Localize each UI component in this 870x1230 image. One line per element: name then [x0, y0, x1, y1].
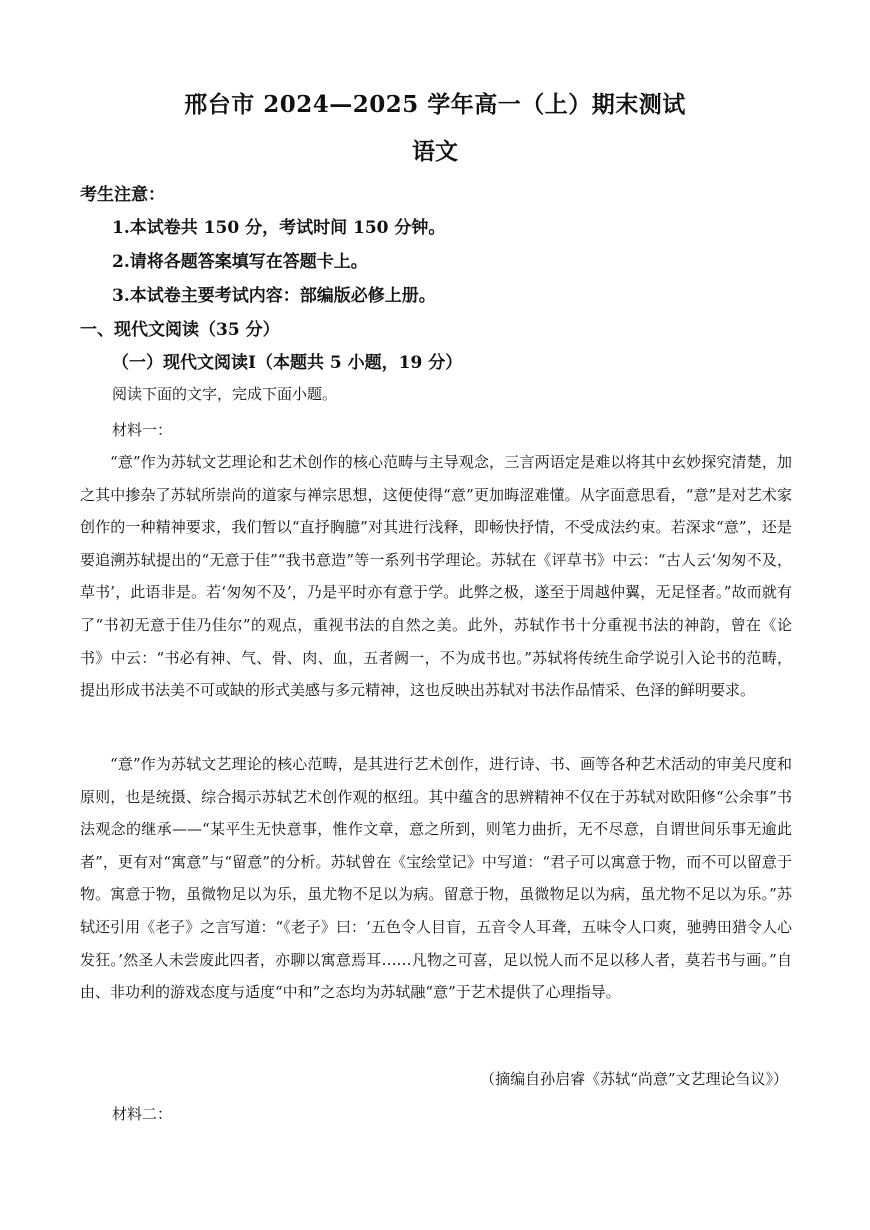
- section-heading: 一、现代文阅读（35 分）: [80, 320, 280, 340]
- material-one-source: （摘编自孙启睿《苏轼“尚意”文艺理论刍议》）: [480, 1070, 788, 1088]
- notice-item-2: 2.请将各题答案填写在答题卡上。: [112, 252, 368, 272]
- material-two-label: 材料二：: [112, 1105, 173, 1123]
- notice-heading: 考生注意：: [80, 185, 165, 205]
- notice-item-1: 1.本试卷共 150 分，考试时间 150 分钟。: [112, 218, 446, 238]
- notice-item-3: 3.本试卷主要考试内容：部编版必修上册。: [112, 286, 436, 306]
- subsection-heading: （一）现代文阅读Ⅰ（本题共 5 小题，19 分）: [112, 353, 463, 373]
- material-one-paragraph-2: “意”作为苏轼文艺理论的核心范畴，是其进行艺术创作，进行诗、书、画等各种艺术活动的审美尺度和原则，也是统摄、综合揭示苏轼艺术创作观的枢纽。其中蕴含的思辨精神不仅在于苏轼对欧阳修“公余事”书法观念的继承——“某平生无快意事，惟作文章，意之所到，则笔力曲折，无不尽意，自谓世间乐事无逾此者”，更有对“寓意”与“留意”的分析。苏轼曾在《宝绘堂记》中写道：“君子可以寓意于物，而不可以留意于物。寓意于物，虽微物足以为乐，虽尤物不足以为病。留意于物，虽微物足以为病，虽尤物不足以为乐。”苏轼还引用《老子》之言写道：“《老子》曰：‘五色令人目盲，五音令人耳聋，五味令人口爽，驰骋田猎令人心发狂。’然圣人未尝废此四者，亦聊以寓意焉耳……凡物之可喜，足以悦人而不足以移人者，莫若书与画。”自由、非功利的游戏态度与适度“中和”之态均为苏轼融“意”于艺术提供了心理指导。: [80, 755, 792, 1002]
- material-one-paragraph-1: “意”作为苏轼文艺理论和艺术创作的核心范畴与主导观念，三言两语定是难以将其中玄妙探究清楚，加之其中掺杂了苏轼所崇尚的道家与禅宗思想，这便使得“意”更加晦涩难懂。从字面意思看，“意”是对艺术家创作的一种精神要求，我们暂以“直抒胸臆”对其进行浅释，即畅快抒情，不受成法约束。若深求“意”，还是要追溯苏轼提出的“无意于佳”“我书意造”等一系列书学理论。苏轼在《评草书》中云：“古人云‘匆匆不及，草书’，此语非是。若‘匆匆不及’，乃是平时亦有意于学。此弊之极，遂至于周越仲翼，无足怪者。”故而就有了“书初无意于佳乃佳尔”的观点，重视书法的自然之美。此外，苏轼作书十分重视书法的神韵，曾在《论书》中云：“书必有神、气、骨、肉、血，五者阙一，不为成书也。”苏轼将传统生命学说引入论书的范畴，提出形成书法美不可或缺的形式美感与多元精神，这也反映出苏轼对书法作品情采、色泽的鲜明要求。: [80, 453, 792, 700]
- exam-title: 邢台市 2024—2025 学年高一（上）期末测试: [184, 91, 686, 118]
- exam-subject: 语文: [412, 138, 458, 165]
- reading-instruction: 阅读下面的文字，完成下面小题。: [112, 385, 338, 403]
- material-one-label: 材料一：: [112, 421, 173, 439]
